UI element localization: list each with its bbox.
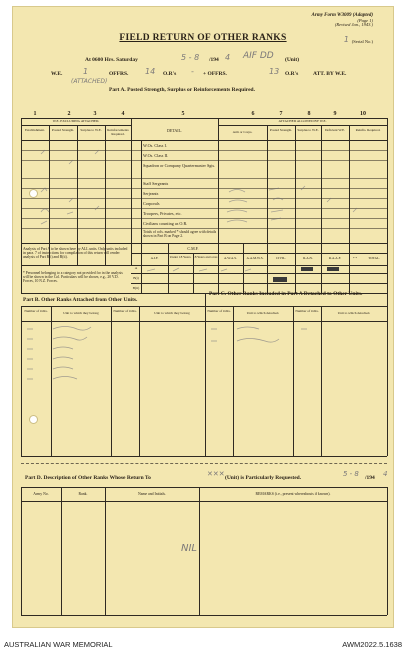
- detail-row-label: Civilians counting as O.R.: [143, 221, 188, 226]
- analysis-head: A.W.A.S.: [223, 256, 238, 260]
- analysis-head: A.I.F.: [150, 256, 159, 260]
- part-d-head: Name and Initials.: [138, 492, 166, 496]
- handwritten-note: (ATTACHED): [71, 78, 108, 85]
- handwritten-we-offrs: 1: [83, 67, 89, 76]
- part-a-title: Part A. Posted Strength, Surplus or Reinforcements Required.: [109, 87, 255, 93]
- col-head: Arm or Corps.: [232, 130, 253, 134]
- part-c-title: Part C. Other Ranks Included in Part A Detached to Other Units.: [209, 291, 363, 297]
- group-left-head: W.E. EXCLUDING ATTACHED.: [52, 119, 100, 123]
- col-number: 8: [307, 111, 311, 117]
- detail-row-label: Troopers, Privates, etc.: [143, 211, 182, 216]
- analysis-text: Analysis of Part A to be shown here by ALL units. Only units included in para. 7 of instructions for compilation of this return will render analysis of Part B(i) and B(ii).: [23, 247, 128, 260]
- analysis-head: A.A.M.W.S.: [246, 256, 264, 260]
- analysis-head: 18 Years and over.: [193, 255, 218, 259]
- perforation-line: [21, 463, 387, 464]
- col-number: 7: [279, 111, 283, 117]
- analysis-head: Under 18 Years.: [169, 255, 192, 259]
- handwritten-att-ors: 13: [269, 67, 280, 76]
- col-number: 10: [360, 111, 366, 117]
- analysis-note: * Personnel belonging to a category not provided for in the analysis will be shown in the Col. Particulars will be shown, e.g., 20 V.D. Forces, 10 N.Z. Forces.: [23, 271, 123, 284]
- col-head: Posted Strength.: [269, 128, 293, 132]
- ors-label: O.R's: [163, 71, 177, 77]
- plus-offrs-label: + OFFRS.: [203, 71, 227, 77]
- col-number: 5: [181, 111, 185, 117]
- part-d-title-end: /194: [365, 475, 375, 481]
- archive-reference: AWM2022.5.1638: [342, 640, 402, 649]
- col-number: 3: [93, 111, 97, 117]
- part-d-head: REMARKS (i.e., present whereabouts if known).: [255, 492, 331, 496]
- part-b-pencil: [23, 323, 143, 393]
- analysis-head: CIVIL.: [276, 256, 286, 260]
- detail-head: DETAIL.: [166, 128, 183, 133]
- col-head: Reinfts. Required.: [355, 128, 381, 132]
- form-number: Army Form W3009 (Adapted) (Page 1) (Revised Jan., 1943.): [311, 13, 373, 28]
- analysis-head: * *: [352, 256, 358, 260]
- form-sheet: [12, 6, 394, 628]
- detail-row-label: Serjeants: [143, 191, 159, 196]
- ors-att-label: O.R's: [285, 71, 299, 77]
- col-number: 9: [333, 111, 337, 117]
- part-c-head: Unit to which detached.: [337, 311, 371, 315]
- punch-hole: [29, 189, 38, 198]
- handwritten-nil: NIL: [181, 543, 198, 554]
- detail-row-label: W.Os. Class I.: [143, 143, 167, 148]
- handwritten-att-offrs: -: [191, 67, 194, 76]
- analysis-head: R.A.N.: [303, 256, 313, 260]
- col-number: 6: [251, 111, 255, 117]
- pencil-marks: [21, 140, 387, 243]
- analysis-row-label: B(i): [133, 276, 139, 280]
- analysis-head: TOTAL.: [368, 256, 380, 260]
- part-c-pencil: [207, 323, 337, 353]
- att-by-we-label: ATT. BY W.E.: [313, 71, 347, 77]
- detail-row-label: Staff Sergeants: [143, 181, 169, 186]
- offrs-label: OFFRS.: [109, 71, 129, 77]
- handwritten-we-ors: 14: [145, 67, 156, 76]
- unit-label: (Unit): [285, 57, 300, 63]
- analysis-row-label: A: [134, 266, 138, 270]
- handwritten-date: 5 - 8: [181, 53, 200, 62]
- analysis-head: R.A.A.F.: [328, 256, 342, 260]
- part-d-handwritten-date: 5 - 8: [343, 470, 359, 478]
- part-b-head: Number of O.Rs.: [113, 309, 137, 313]
- col-head: Surplus to W.E.: [80, 128, 102, 132]
- col-head: Reinforcements Required.: [107, 128, 129, 136]
- part-d-handwritten-unit: ✕✕✕: [207, 470, 225, 478]
- handwritten-unit: AIF DD: [243, 51, 274, 61]
- detail-row-label: Squadron or Company Quartermaster Sgts.: [143, 163, 216, 168]
- part-d-head: Rank.: [78, 492, 88, 496]
- part-d-title: Part D. Description of Other Ranks Whose Return To: [25, 475, 151, 481]
- analysis-pencil: [141, 265, 341, 285]
- punch-hole: [29, 415, 38, 424]
- part-c-head: Unit to which detached.: [246, 311, 280, 315]
- handwritten-year: 4: [225, 53, 231, 62]
- at-line-year: /194: [209, 57, 219, 63]
- group-right-head: ATTACHED ALLOWED BY W.E.: [278, 119, 327, 123]
- part-b-head: Unit to which they belong: [63, 311, 99, 315]
- col-number: 2: [67, 111, 71, 117]
- part-c-head: Number of O.Rs.: [207, 309, 231, 313]
- part-c-head: Number of O.Rs.: [295, 309, 319, 313]
- analysis-row-label: B(ii): [132, 286, 140, 290]
- part-b-title: Part B. Other Ranks Attached from Other Units.: [23, 297, 138, 303]
- part-b-head: Number of O.Rs.: [24, 309, 48, 313]
- col-number: 4: [121, 111, 125, 117]
- detail-row-label: Totals of cols. marked * should agree with details shown in Part B on Page 2.: [143, 230, 217, 239]
- archive-credit: AUSTRALIAN WAR MEMORIAL: [4, 640, 113, 649]
- handwritten-serial: 1: [343, 35, 349, 44]
- form-title: FIELD RETURN OF OTHER RANKS: [119, 33, 287, 43]
- part-d-handwritten-year: 4: [383, 470, 388, 478]
- col-head: Establishment.: [24, 128, 46, 132]
- at-line-prefix: At 0600 Hrs. Saturday: [85, 57, 138, 63]
- cmf-label: C.M.F.: [187, 246, 199, 251]
- col-head: Deficient W.E.: [324, 128, 346, 132]
- part-d-title-mid: (Unit) is Particularly Requested.: [225, 475, 302, 481]
- part-b-head: Unit to which they belong: [154, 311, 190, 315]
- col-head: Surplus to W.E.: [297, 128, 319, 132]
- part-d-head: Army No.: [33, 492, 49, 496]
- we-label: W.E.: [51, 71, 63, 77]
- serial-label: (Serial No.): [351, 39, 373, 44]
- col-head: Posted Strength.: [51, 128, 75, 132]
- col-number: 1: [33, 111, 37, 117]
- detail-row-label: W.Os. Class II.: [143, 153, 169, 158]
- detail-row-label: Corporals: [143, 201, 160, 206]
